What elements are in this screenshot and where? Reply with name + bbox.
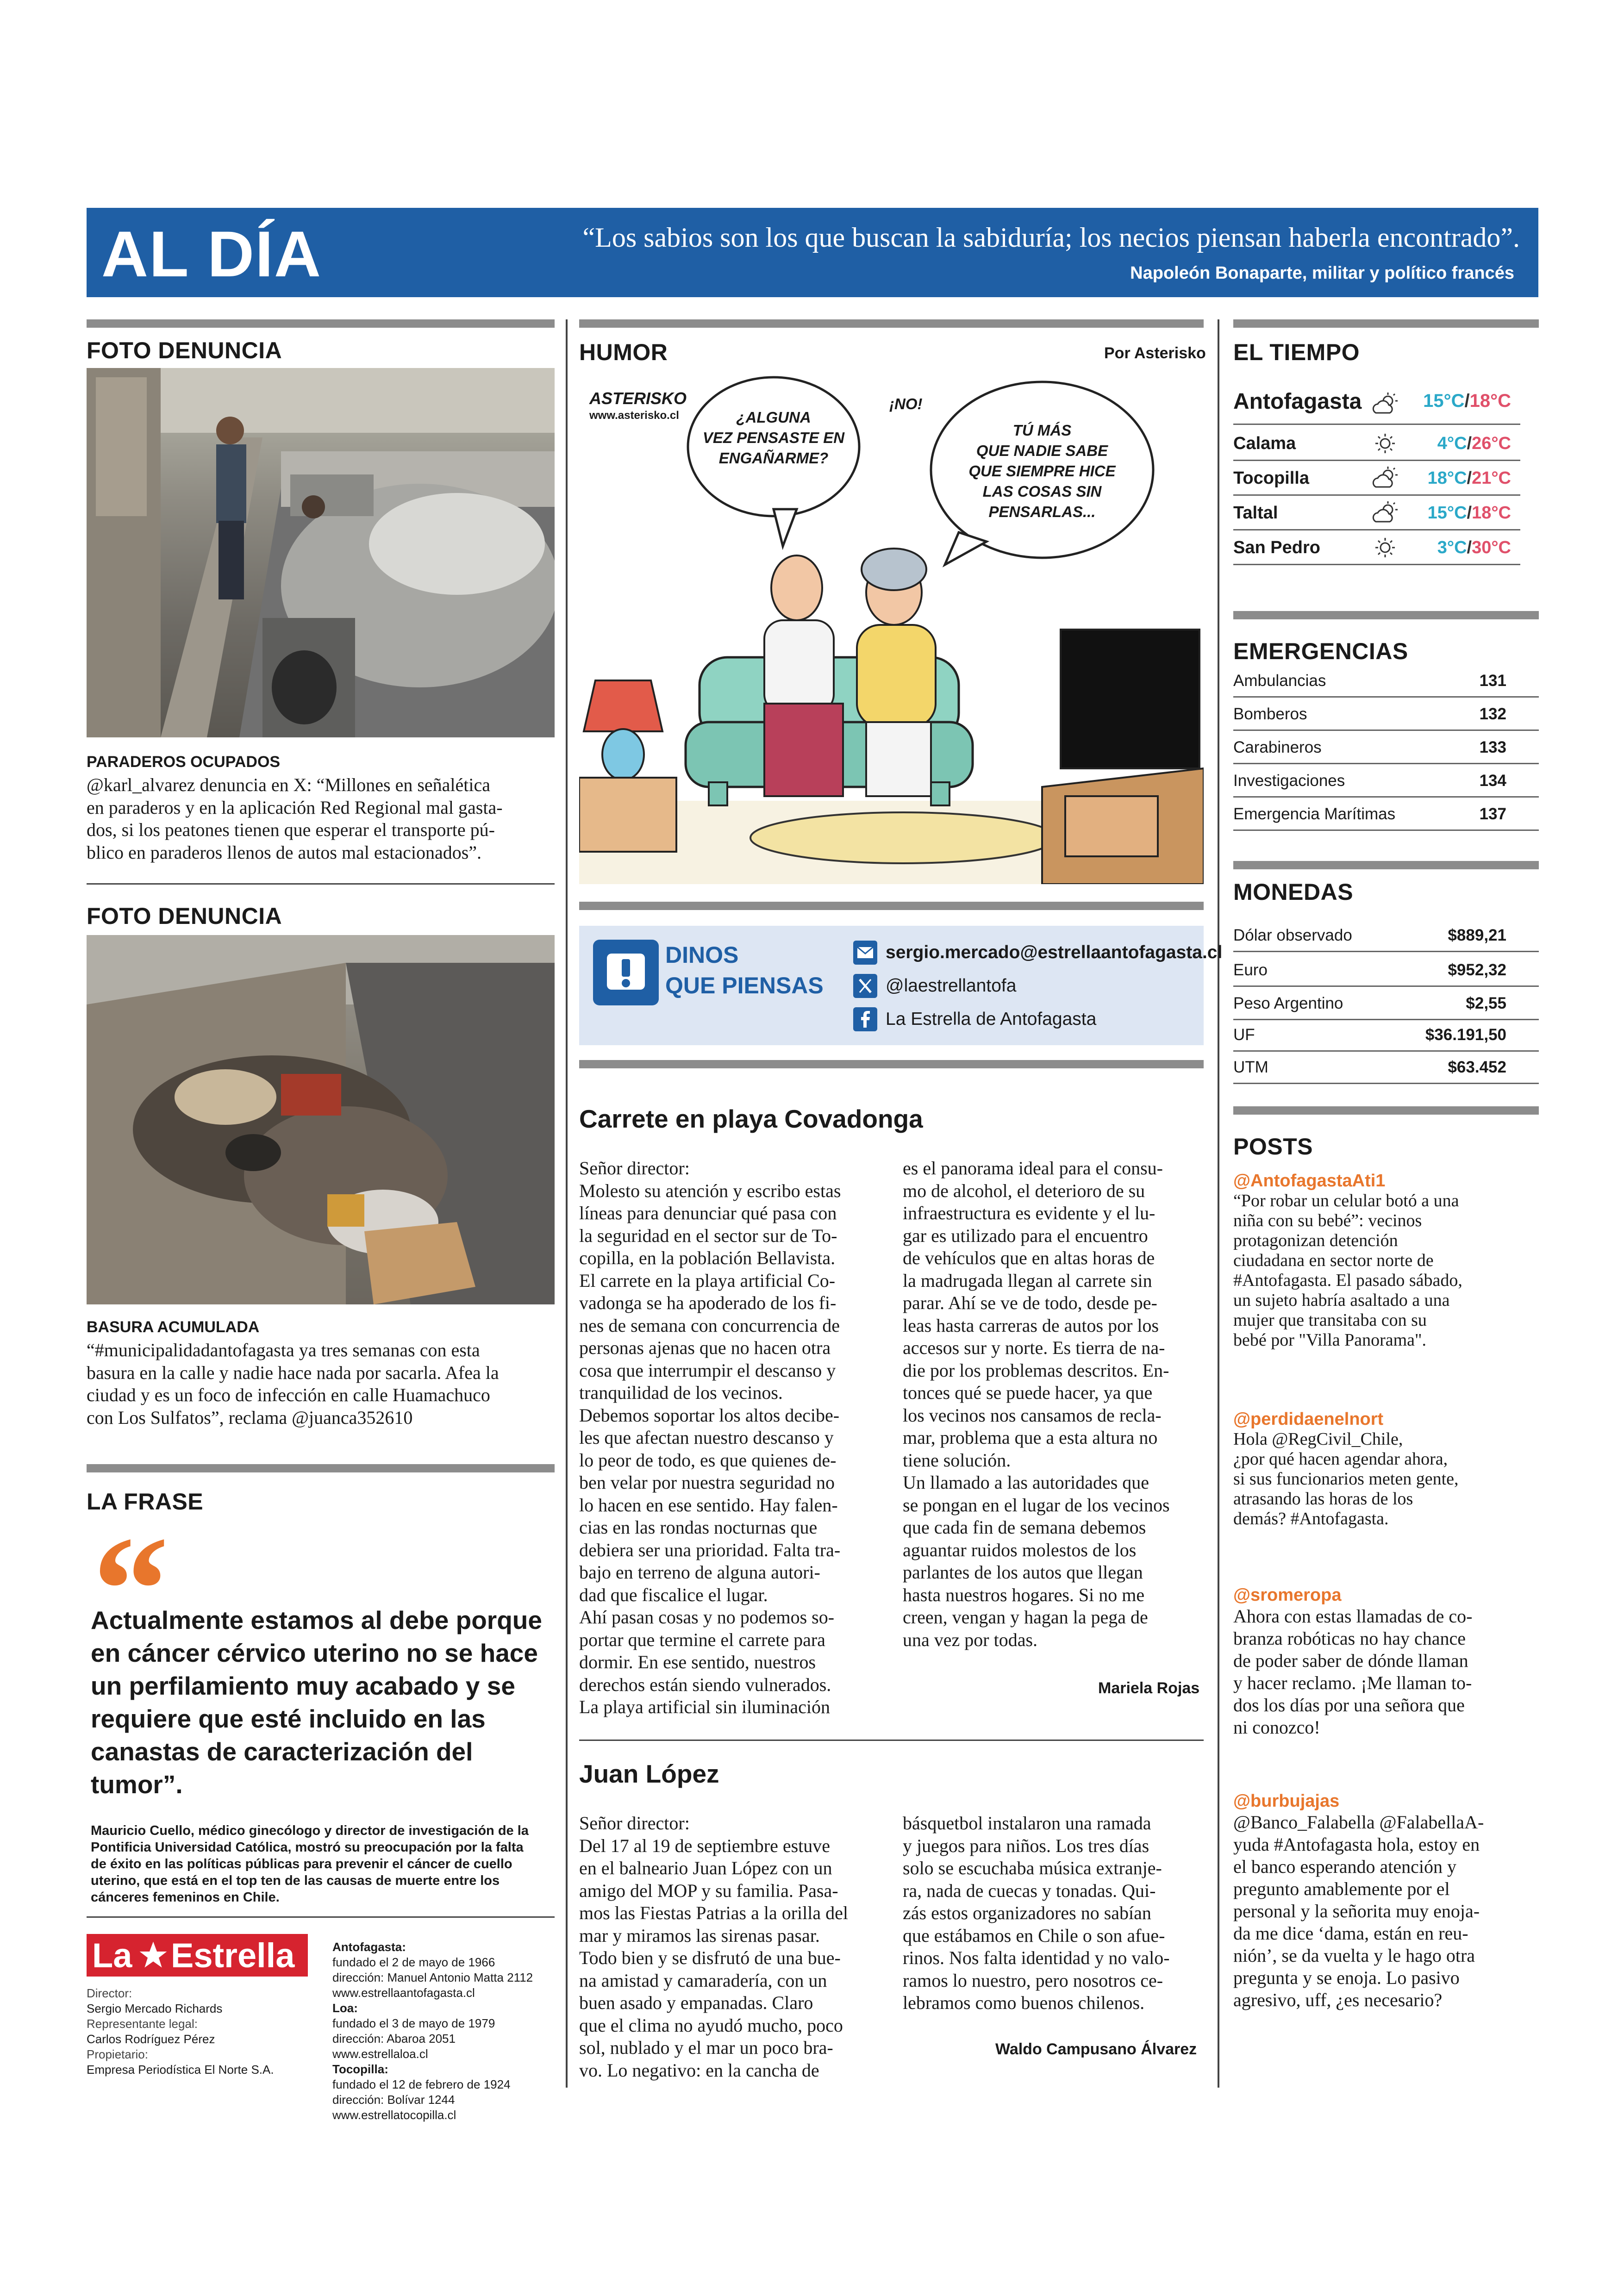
frase-credit xyxy=(91,1822,554,1906)
credit-line: cánceres femeninos en Chile. xyxy=(91,1890,280,1905)
emergency-number[interactable]: 137 xyxy=(1479,805,1506,823)
imprint-line: Empresa Periodística El Norte S.A. xyxy=(87,2063,274,2077)
x-icon xyxy=(853,974,877,998)
letter-line: dormir. En ese sentido, nuestros xyxy=(579,1652,816,1672)
letter-line: la madrugada llegan al carrete sin xyxy=(903,1270,1152,1291)
post-line: ni conozco! xyxy=(1233,1717,1320,1738)
temp-separator: / xyxy=(1464,391,1470,411)
letter-line: El carrete en la playa artificial Co- xyxy=(579,1270,836,1291)
letter-line: Molesto su atención y escribo estas xyxy=(579,1180,841,1201)
post-line: protagonizan detención xyxy=(1233,1231,1398,1250)
letter-line: les que afectan nuestro descanso y xyxy=(579,1427,834,1448)
post-line: y hacer reclamo. ¡Me llaman to- xyxy=(1233,1672,1472,1693)
letter-line: derechos están siendo vulnerados. xyxy=(579,1674,831,1695)
letter-line: Señor director: xyxy=(579,1813,690,1834)
letter-line: gar es utilizado para el encuentro xyxy=(903,1225,1148,1246)
letter-line: se pongan en el lugar de los vecinos xyxy=(903,1494,1170,1515)
letter-line: cosa que interrumpir el descanso y xyxy=(579,1360,836,1381)
humor-title: HUMOR xyxy=(579,339,668,365)
section-brand: AL DÍA xyxy=(101,218,322,290)
temp-min: 18°C xyxy=(1427,468,1467,488)
column-rule xyxy=(579,319,1204,328)
section-rule xyxy=(1233,1106,1539,1115)
letter-line: amigo del MOP y su familia. Pasa- xyxy=(579,1880,838,1901)
post-line: el banco esperando atención y xyxy=(1233,1856,1457,1877)
post-line: mujer que transitaba con su xyxy=(1233,1310,1427,1330)
temp-max: 30°C xyxy=(1472,538,1511,557)
header-banner xyxy=(87,208,1538,297)
letter-line: una vez por todas. xyxy=(903,1629,1038,1650)
letter-line: die por los problemas descritos. En- xyxy=(903,1360,1169,1381)
post-line: ciudadana en sector norte de xyxy=(1233,1251,1434,1270)
post-line: nión’, se da vuelta y le hago otra xyxy=(1233,1945,1475,1966)
imprint-line: Antofagasta: xyxy=(332,1940,406,1954)
currency-value: $36.191,50 xyxy=(1425,1026,1506,1044)
temp-max: 18°C xyxy=(1469,391,1511,411)
post-line: “Por robar un celular botó a una xyxy=(1233,1191,1459,1210)
post-handle[interactable]: @sromeropa xyxy=(1233,1585,1342,1605)
currency-row xyxy=(1233,954,1539,987)
letter-line: vadonga se ha apoderado de los fi- xyxy=(579,1292,837,1313)
letter-line: sol, nublado y el mar un poco bra- xyxy=(579,2037,833,2058)
weather-city: Tocopilla xyxy=(1233,468,1309,488)
letter-line: bajo en terreno de alguna autori- xyxy=(579,1562,820,1583)
dinos-title xyxy=(665,940,824,1001)
currency-value: $2,55 xyxy=(1466,994,1506,1012)
bubble-line: ENGAÑARME? xyxy=(718,449,829,467)
post-line: un sujeto habría asaltado a una xyxy=(1233,1291,1450,1310)
post-line: pregunto amablemente por el xyxy=(1233,1878,1450,1899)
letter-line: Un llamado a las autoridades que xyxy=(903,1472,1149,1493)
emergency-row xyxy=(1233,698,1539,731)
bubble-line: QUE SIEMPRE HICE xyxy=(968,462,1116,480)
bubble-line: TÚ MÁS xyxy=(1012,422,1072,439)
imprint-line: dirección: Bolívar 1244 xyxy=(332,2093,455,2107)
emergency-number[interactable]: 131 xyxy=(1479,672,1506,690)
weather-row xyxy=(1233,496,1520,530)
currency-value: $952,32 xyxy=(1448,961,1506,979)
imprint-line: fundado el 2 de mayo de 1966 xyxy=(332,1955,495,1969)
letter-line: aguantar ruidos molestos de los xyxy=(903,1539,1137,1560)
letter-line: lo hacen en ese sentido. Hay falen- xyxy=(579,1494,838,1515)
letter-signature: Mariela Rojas xyxy=(1098,1679,1200,1697)
emergency-label: Ambulancias xyxy=(1233,672,1326,690)
post-line: niña con su bebé”: vecinos xyxy=(1233,1211,1422,1230)
credit-line: de éxito en las políticas públicas para prevenir el cáncer de cuello xyxy=(91,1857,512,1871)
frase-quote xyxy=(91,1604,554,1801)
temp-min: 3°C xyxy=(1437,538,1467,557)
letter-line: Todo bien y se disfrutó de una bue- xyxy=(579,1947,841,1968)
letter-line: dad que fiscalice el lugar. xyxy=(579,1584,768,1605)
post-line: bebé por "Villa Panorama". xyxy=(1233,1330,1427,1350)
letter-line: ra, nada de cuecas y tonadas. Qui- xyxy=(903,1880,1156,1901)
letter-line: personas ajenas que no hacen otra xyxy=(579,1337,831,1358)
photo-caption-head: PARADEROS OCUPADOS xyxy=(87,753,281,771)
imprint-line: www.estrellaantofagasta.cl xyxy=(332,1986,475,2000)
weather-city: Antofagasta xyxy=(1233,389,1362,414)
emergencias-title: EMERGENCIAS xyxy=(1233,638,1408,664)
currency-label: UTM xyxy=(1233,1058,1268,1076)
foto-denuncia-title: FOTO DENUNCIA xyxy=(87,903,282,929)
emergency-row xyxy=(1233,731,1539,764)
letter-line: cias en las rondas nocturnas que xyxy=(579,1517,818,1538)
letter-column xyxy=(579,1812,885,2082)
letter-line: mar y miramos las sirenas pasar. xyxy=(579,1925,820,1946)
letter-line: tonces qué se puede hacer, ya que xyxy=(903,1382,1153,1403)
weather-row xyxy=(1233,530,1520,565)
imprint-line: Propietario: xyxy=(87,2047,148,2061)
post-handle[interactable]: @AntofagastaAti1 xyxy=(1233,1171,1386,1191)
letter-line: buen asado y empanadas. Claro xyxy=(579,1992,813,2013)
quote-mark-icon: “ xyxy=(93,1505,169,1674)
currency-value: $63.452 xyxy=(1448,1058,1506,1076)
imprint-line: Representante legal: xyxy=(87,2017,198,2031)
post-line: agresivo, uff, ¿es necesario? xyxy=(1233,1989,1443,2010)
letter-line: Debemos soportar los altos decibe- xyxy=(579,1404,840,1426)
post-line: si sus funcionarios meten gente, xyxy=(1233,1469,1459,1489)
letter-line: Señor director: xyxy=(579,1158,690,1179)
sun-icon xyxy=(1372,536,1398,559)
cartoon-site: www.asterisko.cl xyxy=(589,409,679,422)
weather-city: Taltal xyxy=(1233,503,1278,523)
divider xyxy=(87,1916,555,1918)
post-line: ¿por qué hacen agendar ahora, xyxy=(1233,1449,1448,1469)
letter-line: nes de semana con concurrencia de xyxy=(579,1315,840,1336)
column-divider xyxy=(1218,319,1219,2088)
imprint-line: www.estrellaloa.cl xyxy=(332,2047,428,2061)
letter-line: la seguridad en el sector sur de To- xyxy=(579,1225,837,1246)
letter-line: La playa artificial sin iluminación xyxy=(579,1696,831,1717)
weather-city: San Pedro xyxy=(1233,538,1320,557)
emergency-row xyxy=(1233,664,1539,698)
bubble-line: QUE NADIE SABE xyxy=(976,442,1108,459)
emergency-label: Emergencia Marítimas xyxy=(1233,805,1396,823)
partly-cloudy-icon xyxy=(1372,393,1398,416)
letter-line: Del 17 al 19 de septiembre estuve xyxy=(579,1835,831,1856)
weather-city: Calama xyxy=(1233,434,1296,453)
letter-line: tiene solución. xyxy=(903,1449,1011,1471)
imprint-line: Tocopilla: xyxy=(332,2062,388,2076)
currency-value: $889,21 xyxy=(1448,926,1506,944)
letter-title: Juan López xyxy=(579,1759,719,1788)
bubble-line: PENSARLAS... xyxy=(988,503,1096,520)
bubble-line: VEZ PENSASTE EN xyxy=(702,429,845,446)
star-icon xyxy=(138,1940,168,1970)
caption-line: en paraderos y en la aplicación Red Regional mal gasta- xyxy=(87,797,503,818)
currency-label: Peso Argentino xyxy=(1233,994,1343,1012)
speech-bubble-text xyxy=(945,420,1139,522)
section-rule xyxy=(1233,861,1539,869)
imprint-line: Carlos Rodríguez Pérez xyxy=(87,2032,215,2046)
post-line: da me dice ‘dama, están en reu- xyxy=(1233,1923,1468,1944)
dinos-contact-box xyxy=(579,926,1223,1045)
caption-line: basura en la calle y nadie hace nada por sacarla. Afea la xyxy=(87,1362,499,1383)
post-handle[interactable]: @perdidaenelnort xyxy=(1233,1409,1384,1429)
contact-facebook[interactable]: La Estrella de Antofagasta xyxy=(886,1009,1097,1029)
divider xyxy=(87,883,555,885)
letter-column xyxy=(903,1812,1208,2014)
letter-line: zás estos organizadores no sabían xyxy=(903,1902,1151,1923)
letter-line: básquetbol instalaron una ramada xyxy=(903,1813,1151,1834)
post-line: @Banco_Falabella @FalabellaA- xyxy=(1233,1812,1484,1833)
exclamation-icon xyxy=(593,940,659,1005)
frase-line: canastas de caracterización del xyxy=(91,1737,473,1766)
imprint-line: Director: xyxy=(87,1986,132,2000)
emergency-number[interactable]: 133 xyxy=(1479,738,1506,756)
imprint-line: fundado el 12 de febrero de 1924 xyxy=(332,2077,511,2091)
caption-line: @karl_alvarez denuncia en X: “Millones en señalética xyxy=(87,774,491,795)
header-quote: “Los sabios son los que buscan la sabiduría; los necios piensan haberla encontrado”. xyxy=(582,222,1520,253)
imprint-line: fundado el 3 de mayo de 1979 xyxy=(332,2016,495,2030)
currency-row xyxy=(1233,919,1539,952)
currency-label: Euro xyxy=(1233,961,1268,979)
letter-line: hasta nuestros hogares. Si no me xyxy=(903,1584,1145,1605)
currency-row xyxy=(1233,987,1539,1020)
weather-row xyxy=(1233,426,1520,461)
dinos-title-line: QUE PIENSAS xyxy=(665,973,824,998)
emergency-row xyxy=(1233,798,1539,831)
letter-line: es el panorama ideal para el consu- xyxy=(903,1158,1163,1179)
letter-line: mo de alcohol, el deterioro de su xyxy=(903,1180,1145,1201)
imprint-staff xyxy=(87,1986,274,2077)
imprint-editions xyxy=(332,1940,533,2123)
post-item xyxy=(1233,1171,1539,1350)
frase-line: tumor”. xyxy=(91,1770,183,1799)
mail-icon xyxy=(853,941,877,965)
letter-line: lo peor de todo, es que quienes de- xyxy=(579,1449,837,1471)
weather-row xyxy=(1233,461,1520,496)
letter-line: y juegos para niños. Los tres días xyxy=(903,1835,1149,1856)
bubble-line: LAS COSAS SIN xyxy=(982,483,1102,500)
letter-line: tranquilidad de los vecinos. xyxy=(579,1382,783,1403)
la-frase-title: LA FRASE xyxy=(87,1489,204,1515)
currency-label: Dólar observado xyxy=(1233,926,1352,944)
logo-text: La xyxy=(92,1936,132,1975)
letter-line: ramos lo nuestro, pero nosotros ce- xyxy=(903,1970,1163,1991)
partly-cloudy-icon xyxy=(1372,501,1398,524)
currency-row xyxy=(1233,1051,1539,1084)
letter-title: Carrete en playa Covadonga xyxy=(579,1104,923,1133)
posts-title: POSTS xyxy=(1233,1134,1313,1160)
imprint-line: Loa: xyxy=(332,2001,358,2015)
humor-byline: Por Asterisko xyxy=(1104,344,1206,362)
photo-parked-cars xyxy=(87,368,555,737)
emergency-label: Investigaciones xyxy=(1233,772,1345,790)
temp-min: 15°C xyxy=(1427,503,1467,523)
frase-line: en cáncer cérvico uterino no se hace xyxy=(91,1639,538,1667)
temp-max: 21°C xyxy=(1472,468,1511,488)
letter-line: Ahí pasan cosas y no podemos so- xyxy=(579,1607,835,1628)
letter-line: parar. Ahí se ve de todo, desde pe- xyxy=(903,1292,1157,1313)
letter-column xyxy=(579,1157,885,1719)
letter-line: rinos. Nos falta identidad y no valo- xyxy=(903,1947,1170,1968)
bubble-line: ¡NO! xyxy=(889,395,923,412)
temp-separator: / xyxy=(1467,468,1472,488)
temp-separator: / xyxy=(1467,538,1472,557)
tiempo-title: EL TIEMPO xyxy=(1233,339,1360,365)
frase-line: requiere que esté incluido en las xyxy=(91,1704,486,1733)
post-line: pregunta y se enoja. Lo pasivo xyxy=(1233,1967,1460,1988)
credit-line: Pontificia Universidad Católica, mostró su preocupación por la falta xyxy=(91,1840,524,1855)
currency-row xyxy=(1233,1018,1539,1052)
temp-min: 4°C xyxy=(1437,434,1467,453)
letter-column xyxy=(903,1157,1208,1651)
credit-line: uterino, que está en el top ten de las causas de muerte entre los xyxy=(91,1873,500,1888)
caption-line: “#municipalidadantofagasta ya tres semanas con esta xyxy=(87,1340,480,1360)
letter-line: leas hasta carreras de autos por los xyxy=(903,1315,1159,1336)
imprint-line: Sergio Mercado Richards xyxy=(87,2002,223,2015)
contact-email[interactable]: sergio.mercado@estrellaantofagasta.cl xyxy=(886,942,1223,962)
facebook-icon xyxy=(853,1007,877,1031)
post-item xyxy=(1233,1585,1539,1739)
letter-line: creen, vengan y hagan la pega de xyxy=(903,1607,1148,1628)
emergency-number[interactable]: 134 xyxy=(1479,772,1506,790)
photo-garbage-pile xyxy=(87,935,555,1304)
section-rule xyxy=(579,902,1204,910)
letter-line: debiera ser una prioridad. Falta tra- xyxy=(579,1539,841,1560)
contact-x-handle[interactable]: @laestrellantofa xyxy=(886,976,1017,996)
letter-line: que el clima no ayudó mucho, poco xyxy=(579,2014,843,2036)
currency-label: UF xyxy=(1233,1026,1255,1044)
temp-min: 15°C xyxy=(1423,391,1465,411)
post-line: branza robóticas no hay chance xyxy=(1233,1628,1466,1649)
emergency-row xyxy=(1233,764,1539,798)
post-line: Ahora con estas llamadas de co- xyxy=(1233,1606,1473,1627)
section-rule xyxy=(87,1464,555,1472)
divider xyxy=(579,1740,1204,1741)
caption-line: ciudad y es un foco de infección en calle Huamachuco xyxy=(87,1384,490,1405)
monedas-title: MONEDAS xyxy=(1233,879,1354,905)
frase-line: un perfilamiento muy acabado y se xyxy=(91,1671,515,1700)
post-item xyxy=(1233,1791,1539,2011)
post-item xyxy=(1233,1409,1539,1529)
emergency-label: Bomberos xyxy=(1233,705,1307,723)
caption-line: dos, si los peatones tienen que esperar el transporte pú- xyxy=(87,819,495,840)
caption-line: blico en paraderos llenos de autos mal estacionados”. xyxy=(87,842,482,863)
newspaper-logo xyxy=(87,1934,308,1977)
letter-line: accesos sur y norte. Es tierra de na- xyxy=(903,1337,1165,1358)
letter-line: ben velar por nuestra seguridad no xyxy=(579,1472,835,1493)
column-rule xyxy=(87,319,555,328)
letter-line: vo. Lo negativo: en la cancha de xyxy=(579,2059,819,2081)
temp-separator: / xyxy=(1467,503,1472,523)
column-rule xyxy=(1233,319,1539,328)
letter-line: infraestructura es evidente y el lu- xyxy=(903,1203,1156,1223)
section-rule xyxy=(579,1060,1204,1068)
photo-caption-head: BASURA ACUMULADA xyxy=(87,1318,260,1336)
imprint-line: dirección: Manuel Antonio Matta 2112 xyxy=(332,1971,533,1984)
credit-line: Mauricio Cuello, médico ginecólogo y director de investigación de la xyxy=(91,1823,529,1838)
photo-caption xyxy=(87,1339,555,1429)
temp-separator: / xyxy=(1467,434,1472,453)
section-rule xyxy=(1233,611,1539,619)
letter-line: líneas para denunciar qué pasa con xyxy=(579,1203,837,1223)
post-line: dos los días por una señora que xyxy=(1233,1695,1465,1715)
emergency-label: Carabineros xyxy=(1233,738,1322,756)
post-line: Hola @RegCivil_Chile, xyxy=(1233,1429,1403,1449)
emergency-number[interactable]: 132 xyxy=(1479,705,1506,723)
logo-text: Estrella xyxy=(171,1936,295,1975)
speech-bubble-text xyxy=(688,407,859,468)
partly-cloudy-icon xyxy=(1372,467,1398,490)
bubble-line: ¿ALGUNA xyxy=(736,409,811,426)
dinos-title-line: DINOS xyxy=(665,942,739,968)
imprint-line: www.estrellatocopilla.cl xyxy=(332,2108,456,2122)
post-line: #Antofagasta. El pasado sábado, xyxy=(1233,1271,1462,1290)
post-handle[interactable]: @burbujajas xyxy=(1233,1791,1340,1811)
letter-line: mar, problema que a esta altura no xyxy=(903,1427,1158,1448)
post-line: personal y la señorita muy enoja- xyxy=(1233,1901,1480,1921)
cartoon-signature: ASTERISKO xyxy=(589,389,687,408)
letter-line: que cada fin de semana debemos xyxy=(903,1517,1146,1538)
humor-cartoon xyxy=(579,370,1204,884)
post-line: demás? #Antofagasta. xyxy=(1233,1509,1389,1528)
letter-line: que estábamos en Chile o son afue- xyxy=(903,1925,1165,1946)
header-quote-author: Napoleón Bonaparte, militar y político francés xyxy=(1130,263,1514,283)
photo-caption xyxy=(87,774,555,864)
letter-line: na amistad y camaradería, con un xyxy=(579,1970,827,1991)
letter-line: en el balneario Juan López con un xyxy=(579,1858,832,1878)
column-divider xyxy=(566,319,568,2088)
post-line: yuda #Antofagasta hola, estoy en xyxy=(1233,1834,1480,1855)
temp-max: 26°C xyxy=(1472,434,1511,453)
weather-row xyxy=(1233,384,1520,425)
imprint-line: dirección: Abaroa 2051 xyxy=(332,2032,456,2046)
letter-line: copilla, en la población Bellavista. xyxy=(579,1247,836,1268)
letter-line: mos las Fiestas Patrias a la orilla del xyxy=(579,1902,848,1923)
post-line: atrasando las horas de los xyxy=(1233,1489,1413,1509)
letter-line: de vehículos que en altas horas de xyxy=(903,1247,1155,1268)
sun-icon xyxy=(1372,432,1398,455)
letter-line: portar que termine el carrete para xyxy=(579,1629,825,1650)
letter-line: los vecinos nos cansamos de recla- xyxy=(903,1404,1162,1426)
temp-max: 18°C xyxy=(1472,503,1511,523)
letter-line: solo se escuchaba música extranje- xyxy=(903,1858,1162,1878)
caption-line: con Los Sulfatos”, reclama @juanca352610 xyxy=(87,1407,413,1428)
frase-line: Actualmente estamos al debe porque xyxy=(91,1606,542,1634)
post-line: de poder saber de dónde llaman xyxy=(1233,1650,1468,1671)
letter-line: parlantes de los autos que llegan xyxy=(903,1562,1143,1583)
letter-line: lebramos como buenos chilenos. xyxy=(903,1992,1145,2013)
letter-signature: Waldo Campusano Álvarez xyxy=(995,2040,1197,2058)
foto-denuncia-title: FOTO DENUNCIA xyxy=(87,337,282,363)
